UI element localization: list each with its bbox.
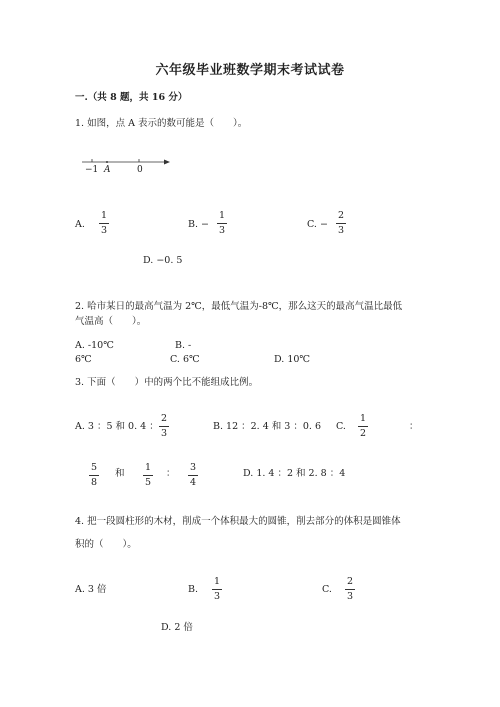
q4-option-c-fraction: [345, 577, 355, 601]
fraction-denominator: 2: [360, 427, 367, 439]
q3-option-c-fraction-4: [188, 463, 198, 487]
q3-option-a-text: A. 3 ：5 和 0. 4 ：: [75, 421, 159, 432]
q2-option-b-line2: 6℃: [75, 354, 92, 365]
q2-option-a: A. -10℃: [75, 340, 114, 351]
q4-option-d: D. 2 倍: [161, 622, 193, 633]
q1-number-line: [82, 156, 172, 180]
fraction-denominator: 3: [347, 590, 354, 602]
fraction-denominator: 4: [190, 476, 197, 488]
q3-option-c-colon-2: ：: [166, 468, 176, 479]
q1-option-d: D. −0. 5: [143, 255, 183, 266]
fraction-numerator: 3: [190, 462, 197, 473]
fraction-denominator: 5: [145, 476, 152, 488]
numberline-zero-label: 0: [137, 165, 143, 175]
q2-stem-line1: 2. 哈市某日的最高气温为 2℃，最低气温为-8℃，那么这天的最高气温比最低: [75, 301, 403, 312]
q1-option-c-fraction: [336, 211, 346, 235]
fraction-denominator: 3: [338, 224, 345, 236]
fraction-numerator: 2: [347, 576, 354, 587]
fraction-denominator: 8: [91, 476, 98, 488]
q1-stem: 1. 如图，点 A 表示的数可能是（ ）。: [75, 118, 248, 129]
page-title: 六年级毕业班数学期末考试试卷: [155, 63, 345, 78]
q4-option-a: A. 3 倍: [75, 584, 107, 595]
fraction-numerator: 1: [101, 210, 108, 221]
q2-stem-line2: 气温高（ ）。: [75, 316, 147, 327]
q4-option-c-label: C.: [322, 584, 332, 595]
fraction-denominator: 3: [219, 224, 226, 236]
section-header: 一.（共 8 题，共 16 分）: [75, 92, 188, 103]
q3-stem: 3. 下面（ ）中的两个比不能组成比例。: [75, 377, 259, 388]
fraction-numerator: 1: [145, 462, 152, 473]
q1-option-a-fraction: [99, 211, 109, 235]
q1-option-a-label: A.: [75, 219, 85, 230]
q2-option-b-line1: B. -: [175, 340, 192, 351]
q3-option-a-fraction: [159, 414, 169, 438]
fraction-denominator: 3: [214, 590, 221, 602]
numberline-minus-one-label: −1: [85, 165, 99, 175]
fraction-numerator: 1: [214, 576, 221, 587]
q4-option-b-fraction: [212, 577, 222, 601]
fraction-denominator: 3: [101, 224, 108, 236]
q3-option-c-fraction-1: [358, 414, 368, 438]
q3-option-c-fraction-3: [143, 463, 153, 487]
q2-option-c: C. 6℃: [170, 354, 200, 365]
numberline-point-a-label: A: [104, 165, 111, 175]
q3-option-c-label: C.: [336, 421, 346, 432]
q3-option-b: B. 12 ：2. 4 和 3 ：0. 6: [213, 421, 321, 432]
fraction-numerator: 2: [338, 210, 345, 221]
q1-option-b-fraction: [217, 211, 227, 235]
q4-stem-line1: 4. 把一段圆柱形的木材，削成一个体积最大的圆锥，削去部分的体积是圆锥体: [75, 516, 401, 527]
q1-option-c-label: C. −: [307, 219, 328, 230]
fraction-numerator: 2: [161, 413, 168, 424]
q1-option-b-label: B. −: [188, 219, 209, 230]
q4-option-b-label: B.: [188, 584, 199, 595]
q3-option-c-fraction-2: [89, 463, 99, 487]
q2-option-d: D. 10℃: [274, 354, 311, 365]
fraction-numerator: 5: [91, 462, 98, 473]
q3-option-c-and: 和: [115, 468, 125, 479]
fraction-numerator: 1: [219, 210, 226, 221]
fraction-numerator: 1: [360, 413, 367, 424]
q3-option-d: D. 1. 4 ：2 和 2. 8 ：4: [243, 468, 346, 479]
fraction-denominator: 3: [161, 427, 168, 439]
q4-stem-line2: 积的（ ）。: [75, 539, 137, 550]
q3-option-c-colon-1: ：: [409, 421, 419, 432]
